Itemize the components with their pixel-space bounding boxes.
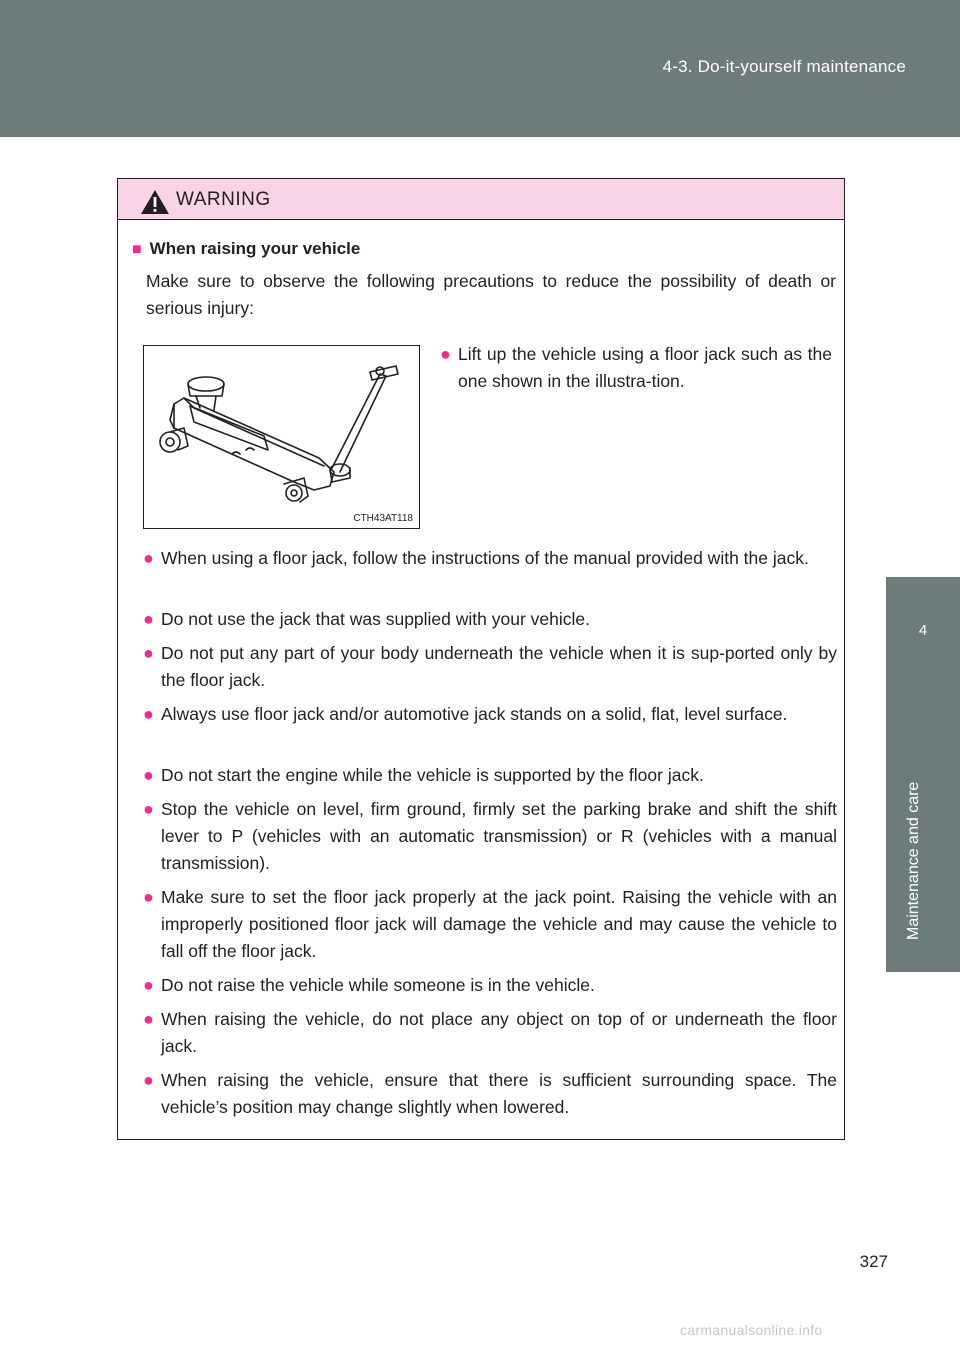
bullet-dot-icon: ● — [143, 799, 154, 819]
list-item: ● Always use floor jack and/or automotive jack stands on a solid, flat, level surface. — [143, 701, 837, 728]
warning-intro: Make sure to observe the following precautions to reduce the possibility of death or serious injury: — [146, 271, 836, 318]
list-item: ● Do not start the engine while the vehicle is supported by the floor jack. — [143, 762, 837, 789]
bullet-dot-icon: ● — [143, 887, 154, 907]
page-number: 327 — [859, 1252, 888, 1271]
watermark: carmanualsonline.info — [680, 1322, 823, 1338]
list-item: ● Do not use the jack that was supplied with your vehicle. — [143, 606, 837, 633]
list-item: ● When raising the vehicle, do not place any object on top of or underneath the floor jack. — [143, 1006, 837, 1060]
figure-caption: CTH43AT118 — [353, 513, 413, 524]
bullet-dot-icon: ● — [143, 1009, 154, 1029]
warning-title: WARNING — [176, 189, 271, 210]
square-bullet-icon: ■ — [132, 241, 142, 258]
list-item: ● When using a floor jack, follow the instructions of the manual provided with the jack. — [143, 545, 837, 572]
list-item: ● Do not raise the vehicle while someone is in the vehicle. — [143, 972, 837, 999]
list-item: ● Make sure to set the floor jack properly at the jack point. Raising the vehicle with an improperly positioned floor jack will damage the vehicle and may cause the vehicle to fall off the floor jack. — [143, 884, 837, 965]
bullet-dot-icon: ● — [143, 1070, 154, 1090]
floor-jack-illustration — [143, 345, 420, 529]
bullet-dot-icon: ● — [143, 765, 154, 785]
bullet-dot-icon: ● — [143, 704, 154, 724]
section-title: 4-3. Do-it-yourself maintenance — [662, 57, 906, 76]
list-item: ● When raising the vehicle, ensure that there is sufficient surrounding space. The vehicle’s position may change slightly when lowered. — [143, 1067, 837, 1121]
warning-subheading — [132, 239, 360, 259]
chapter-label: Maintenance and care — [905, 781, 922, 940]
bullet-dot-icon: ● — [440, 344, 451, 364]
warning-header — [118, 179, 844, 220]
bullet-dot-icon: ● — [143, 548, 154, 568]
warning-box — [117, 178, 845, 1140]
bullet-dot-icon: ● — [143, 643, 154, 663]
chapter-number-tab: 4 — [886, 577, 960, 683]
list-item: ● Stop the vehicle on level, firm ground, firmly set the parking brake and shift the shift lever to P (vehicles with an automatic transmission) or R (vehicles with a manual transmission). — [143, 796, 837, 877]
bullet-dot-icon: ● — [143, 609, 154, 629]
warning-triangle-icon — [140, 189, 170, 215]
chapter-tab — [886, 683, 960, 972]
floor-jack-icon — [144, 346, 419, 528]
subheading-text: When raising your vehicle — [149, 239, 361, 258]
list-item: ● Lift up the vehicle using a floor jack such as the one shown in the illustra-tion. — [440, 341, 832, 395]
bullet-dot-icon: ● — [143, 975, 154, 995]
list-item: ● Do not put any part of your body underneath the vehicle when it is sup-ported only by the floor jack. — [143, 640, 837, 694]
